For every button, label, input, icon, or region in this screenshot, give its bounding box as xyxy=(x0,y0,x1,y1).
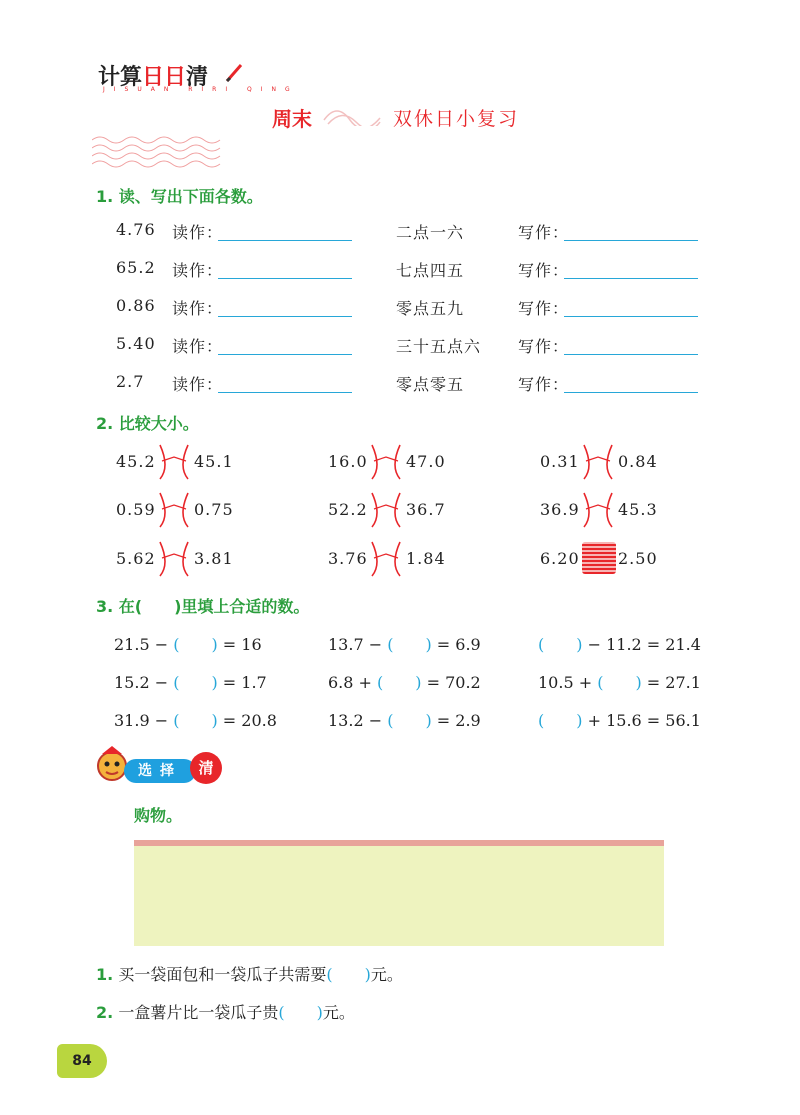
fill-pre: 13.2 − xyxy=(328,711,388,730)
compare-circle[interactable] xyxy=(370,443,404,481)
mascot-icon xyxy=(94,744,130,784)
choice-q-number: 1. xyxy=(96,965,114,984)
decor-wave-band xyxy=(92,132,224,172)
fill-pre: 6.8 + xyxy=(328,673,378,692)
fill-post: = 20.8 xyxy=(217,711,277,730)
read-answer-line[interactable] xyxy=(218,218,352,241)
brand-part3: 清 xyxy=(186,65,209,90)
read-answer-line[interactable] xyxy=(218,294,352,317)
compare-circle[interactable] xyxy=(158,491,192,529)
read-label: 读作： xyxy=(172,223,224,242)
write-label: 写作： xyxy=(518,261,570,280)
fill-post: = 1.7 xyxy=(217,673,267,692)
compare-circle[interactable] xyxy=(158,443,192,481)
fill-equation xyxy=(114,670,267,693)
q1-number: 5.40 xyxy=(116,334,156,353)
fill-post: = 70.2 xyxy=(421,673,481,692)
answer-blank[interactable]: ( ) xyxy=(173,673,218,692)
compare-right: 36.7 xyxy=(406,500,446,519)
brand-pinyin: JISUAN RIRI QING xyxy=(103,86,299,93)
compare-left: 6.20 xyxy=(540,549,580,568)
read-answer-line[interactable] xyxy=(218,370,352,393)
compare-right: 3.81 xyxy=(194,549,234,568)
fill-equation xyxy=(114,632,262,655)
compare-circle[interactable] xyxy=(582,443,616,481)
read-label: 读作： xyxy=(172,299,224,318)
answer-blank[interactable]: ( ) xyxy=(538,711,583,730)
compare-right: 0.84 xyxy=(618,452,658,471)
read-label: 读作： xyxy=(172,261,224,280)
fill-pre: 13.7 − xyxy=(328,635,388,654)
fill-pre: 10.5 + xyxy=(538,673,598,692)
answer-blank[interactable]: ( ) xyxy=(387,635,432,654)
compare-right: 45.1 xyxy=(194,452,234,471)
q1-number: 4.76 xyxy=(116,220,156,239)
q1-words: 七点四五 xyxy=(396,261,465,280)
choice-question-1 xyxy=(96,962,403,985)
choice-badge: 选择 xyxy=(124,759,196,783)
q1-words: 三十五点六 xyxy=(396,337,482,356)
fill-equation xyxy=(328,670,481,693)
write-label: 写作： xyxy=(518,299,570,318)
pencil-icon xyxy=(224,62,244,84)
choice-seal: 清 xyxy=(190,752,222,784)
write-answer-line[interactable] xyxy=(564,294,698,317)
fill-equation xyxy=(328,632,481,655)
write-label: 写作： xyxy=(518,337,570,356)
compare-right: 1.84 xyxy=(406,549,446,568)
write-answer-line[interactable] xyxy=(564,370,698,393)
fill-post: − 11.2 = 21.4 xyxy=(582,635,701,654)
fill-post: = 16 xyxy=(217,635,262,654)
write-label: 写作： xyxy=(518,375,570,394)
write-answer-line[interactable] xyxy=(564,218,698,241)
fill-pre: 21.5 − xyxy=(114,635,174,654)
read-label: 读作： xyxy=(172,337,224,356)
q1-words: 零点五九 xyxy=(396,299,465,318)
choice-q-unit: 元。 xyxy=(322,1003,355,1022)
compare-left: 5.62 xyxy=(116,549,156,568)
compare-circle[interactable] xyxy=(158,540,192,578)
fill-equation xyxy=(114,708,277,731)
page-subtitle: 双休日小复习 xyxy=(393,108,520,130)
fill-post: = 2.9 xyxy=(431,711,481,730)
compare-left: 36.9 xyxy=(540,500,580,519)
q1-number: 0.86 xyxy=(116,296,156,315)
compare-left: 0.31 xyxy=(540,452,580,471)
compare-left: 16.0 xyxy=(328,452,368,471)
page-title-weekend: 周末 xyxy=(272,107,312,131)
answer-blank[interactable]: ( ) xyxy=(597,673,642,692)
shopping-picture xyxy=(134,840,664,946)
choice-question-2 xyxy=(96,1000,355,1023)
fill-equation xyxy=(538,670,701,693)
choice-q-text: 一盒薯片比一袋瓜子贵 xyxy=(118,1003,279,1022)
brand-part1: 计算 xyxy=(98,65,143,90)
compare-left: 45.2 xyxy=(116,452,156,471)
fill-post: = 27.1 xyxy=(641,673,701,692)
fill-pre: 15.2 − xyxy=(114,673,174,692)
choice-q-text: 买一袋面包和一袋瓜子共需要 xyxy=(118,965,327,984)
compare-right: 0.75 xyxy=(194,500,234,519)
decor-scribble xyxy=(322,100,382,126)
q1-number: 65.2 xyxy=(116,258,156,277)
compare-right: 47.0 xyxy=(406,452,446,471)
write-label: 写作： xyxy=(518,223,570,242)
fill-pre: 31.9 − xyxy=(114,711,174,730)
answer-blank[interactable]: ( ) xyxy=(538,635,583,654)
fill-equation xyxy=(328,708,481,731)
q1-words: 二点一六 xyxy=(396,223,465,242)
fill-post: + 15.6 = 56.1 xyxy=(582,711,701,730)
q1-number: 2.7 xyxy=(116,372,145,391)
answer-blank[interactable]: ( ) xyxy=(173,635,218,654)
read-answer-line[interactable] xyxy=(218,256,352,279)
answer-blank[interactable]: ( ) xyxy=(377,673,422,692)
choice-q-unit: 元。 xyxy=(370,965,403,984)
brand-part2: 日日 xyxy=(142,65,187,90)
fill-equation xyxy=(538,708,701,731)
q1-title: 1. 读、写出下面各数。 xyxy=(96,187,263,206)
compare-left: 3.76 xyxy=(328,549,368,568)
compare-right: 45.3 xyxy=(618,500,658,519)
answer-blank[interactable]: ( ) xyxy=(326,965,371,984)
q3-title: 3. 在( )里填上合适的数。 xyxy=(96,597,310,616)
read-label: 读作： xyxy=(172,375,224,394)
compare-circle[interactable] xyxy=(582,542,616,574)
answer-blank[interactable]: ( ) xyxy=(173,711,218,730)
compare-left: 0.59 xyxy=(116,500,156,519)
fill-equation xyxy=(538,632,701,655)
shopping-subtitle: 购物。 xyxy=(134,806,183,825)
page-number: 84 xyxy=(57,1044,107,1078)
answer-blank[interactable]: ( ) xyxy=(387,711,432,730)
compare-circle[interactable] xyxy=(370,491,404,529)
choice-q-number: 2. xyxy=(96,1003,114,1022)
compare-left: 52.2 xyxy=(328,500,368,519)
fill-post: = 6.9 xyxy=(431,635,481,654)
q2-title: 2. 比较大小。 xyxy=(96,414,199,433)
compare-circle[interactable] xyxy=(582,491,616,529)
write-answer-line[interactable] xyxy=(564,256,698,279)
q1-words: 零点零五 xyxy=(396,375,465,394)
compare-right: 2.50 xyxy=(618,549,658,568)
answer-blank[interactable]: ( ) xyxy=(278,1003,323,1022)
write-answer-line[interactable] xyxy=(564,332,698,355)
compare-circle[interactable] xyxy=(370,540,404,578)
read-answer-line[interactable] xyxy=(218,332,352,355)
